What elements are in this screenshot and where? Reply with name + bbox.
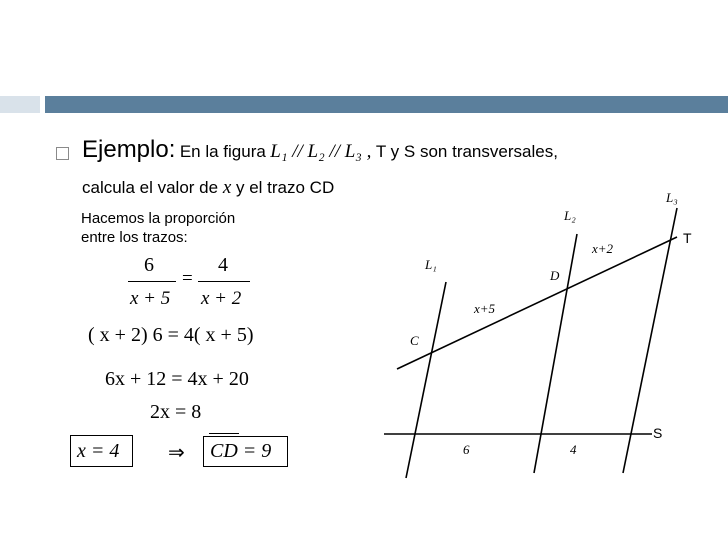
fraction2-numerator: 4 [218, 254, 228, 276]
step-cross-multiply: ( x + 2) 6 = 4( x + 5) [88, 324, 254, 346]
header-divider [0, 96, 728, 113]
header-bar-light [0, 96, 40, 113]
example-line2-a: calcula el valor de [82, 178, 219, 197]
label-D: D [550, 268, 560, 283]
bullet-square-icon [56, 147, 69, 160]
label-C: C [410, 333, 419, 348]
cd-overline [209, 433, 239, 434]
example-lead: Ejemplo: [82, 136, 176, 163]
transversal-T [397, 237, 677, 369]
answer-x: x = 4 [77, 440, 120, 462]
fraction2-bar [198, 281, 250, 282]
segment-CD-label: x+5 [474, 301, 496, 316]
hint-line2: entre los trazos: [81, 229, 188, 246]
step-simplify: 2x = 8 [150, 401, 202, 423]
header-bar-dark [45, 96, 728, 113]
segment-D-L3-label: x+2 [592, 241, 614, 256]
segment-S2-label: 4 [570, 442, 577, 457]
parallel-lines-figure [380, 180, 700, 480]
step-expand: 6x + 12 = 4x + 20 [105, 368, 249, 390]
example-statement-line2 [82, 177, 334, 199]
implies-arrow: ⇒ [168, 442, 185, 464]
example-parallel: L₁ // L₂ // L₃ , [270, 141, 372, 162]
fraction1-bar [128, 281, 176, 282]
example-rest: T y S son transversales, [375, 142, 558, 161]
fraction1-denominator: x + 5 [130, 288, 171, 309]
line-L1 [406, 282, 446, 478]
label-T: T [683, 230, 692, 246]
fraction2-denominator: x + 2 [201, 288, 242, 309]
example-statement-line1 [82, 136, 558, 164]
label-L2: L₂ [564, 208, 576, 223]
example-intro: En la figura [179, 142, 266, 161]
label-L1: L₁ [425, 257, 437, 272]
segment-S1-label: 6 [463, 442, 470, 457]
label-L3: L₃ [666, 190, 678, 205]
proportion-hint [81, 209, 235, 247]
hint-line1: Hacemos la proporción [81, 210, 236, 227]
label-S: S [653, 425, 663, 441]
example-line2-b: y el trazo CD [235, 178, 335, 197]
fraction1-numerator: 6 [144, 254, 154, 276]
example-var: x [222, 177, 232, 198]
answer-cd: CD = 9 [210, 440, 272, 462]
proportion-equals: = [182, 268, 193, 289]
